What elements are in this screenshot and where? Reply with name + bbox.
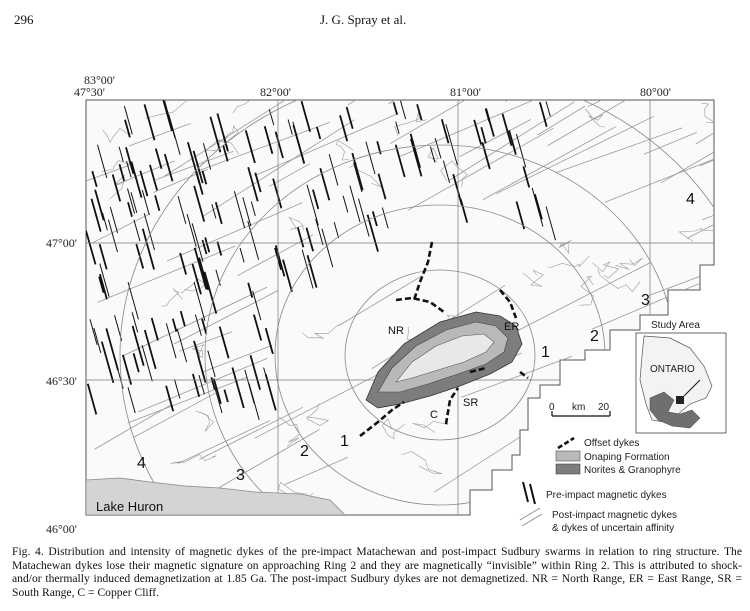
figure-caption: Fig. 4. Distribution and intensity of magnetic dykes of the pre-impact Matachewan and post-impact Sudbury swarms in relation to ring structure. The Matachewan dykes lose their magnetic signature on approaching Ring 2 and they are magnetically “invisible” within Ring 2. This is attributed to shock- and/or thermally induced demagnetization at 1.85 Ga. The post-impact Sudbury dykes are not demagnetized. NR = North Range, ER = East Range, SR = South Range, C = Copper Cliff.: [12, 545, 742, 599]
lat-label-46-00: 46°00': [46, 522, 77, 536]
legend-post-impact-label-1: Post-impact magnetic dykes: [552, 510, 678, 521]
legend-post-impact-label-2: & dykes of uncertain affinity: [552, 523, 675, 534]
post-impact-dyke: [700, 435, 740, 459]
ring-label-3-sw: 3: [236, 467, 245, 484]
post-impact-dyke: [589, 385, 633, 409]
lon-label-82-00: 82°00': [260, 85, 291, 99]
running-header: J. G. Spray et al.: [320, 12, 407, 27]
legend-norites-label: Norites & Granophyre: [584, 465, 681, 476]
lat-label-47-00: 47°00': [46, 236, 77, 250]
scale-bar: [549, 402, 610, 416]
ring-label-1-sw: 1: [340, 433, 349, 450]
east-range-label: ER: [504, 321, 520, 333]
post-impact-dyke: [708, 268, 750, 294]
north-range-label: NR: [388, 325, 404, 337]
post-impact-dyke: [506, 56, 604, 101]
legend-pre-impact-swatch: [523, 482, 535, 504]
study-area-marker: [676, 396, 684, 404]
post-impact-dyke: [708, 283, 750, 318]
legend-onaping-swatch: [556, 451, 580, 461]
scale-end: 20: [598, 402, 610, 413]
inset-province-label: ONTARIO: [650, 364, 695, 375]
legend-onaping-label: Onaping Formation: [584, 452, 670, 463]
study-area-inset: [636, 320, 726, 433]
post-impact-dyke: [348, 40, 458, 105]
lon-label-83-00: 83°00': [84, 73, 115, 87]
ring-label-2-sw: 2: [300, 443, 309, 460]
copper-cliff-label: C: [430, 409, 438, 421]
lat-label-47-30: 47°30': [74, 85, 105, 99]
legend-offset-dykes-label: Offset dykes: [584, 438, 640, 449]
lon-label-80-00: 80°00': [640, 85, 671, 99]
ring-label-2-e: 2: [590, 328, 599, 345]
legend-post-impact-swatch: [520, 508, 542, 526]
geologic-contact: [664, 482, 684, 498]
legend-norites-swatch: [556, 464, 580, 474]
lat-label-46-30: 46°30': [46, 374, 77, 388]
legend: [520, 438, 681, 534]
post-impact-dyke: [389, 68, 449, 104]
ring-label-1-e: 1: [541, 344, 550, 361]
page-number: 296: [14, 12, 34, 27]
scale-unit: km: [572, 402, 586, 413]
ring-label-4-e: 4: [686, 191, 695, 208]
south-range-label: SR: [463, 397, 479, 409]
legend-offset-dykes-swatch: [558, 438, 574, 448]
ring-label-3-e: 3: [641, 292, 650, 309]
legend-pre-impact-label: Pre-impact magnetic dykes: [546, 490, 667, 501]
lake-huron-label: Lake Huron: [96, 499, 164, 514]
ring-label-4-sw: 4: [137, 455, 146, 472]
scale-start: 0: [549, 402, 555, 413]
inset-title: Study Area: [651, 320, 700, 331]
lon-label-81-00: 81°00': [450, 85, 481, 99]
